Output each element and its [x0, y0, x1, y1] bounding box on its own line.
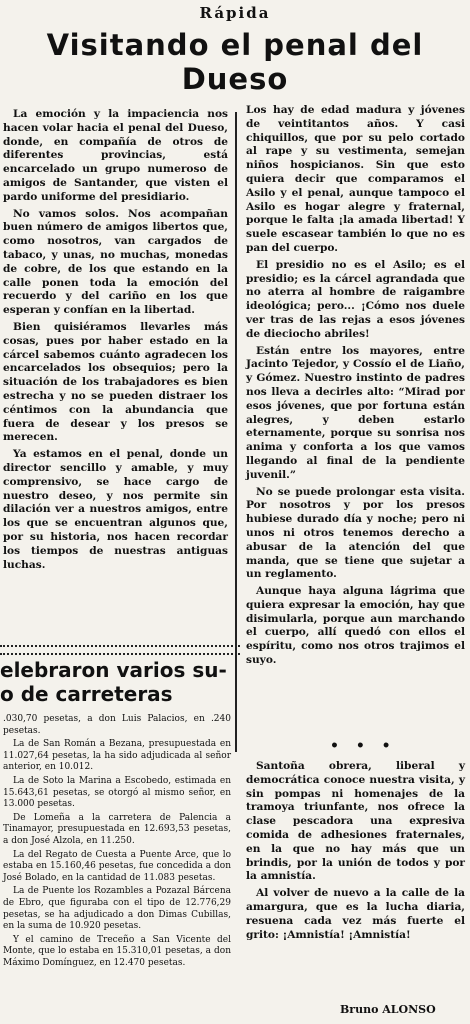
list-item: .030,70 pesetas, a don Luis Palacios, en .240 pesetas. [3, 714, 231, 736]
list-item: La de San Román a Bezana, presupuestada en 11.027,64 pesetas, la ha sido adjudicada al señor anterior, en 10.012. [3, 739, 231, 773]
list-item: La de Soto la Marina a Escobedo, estimada en 15.643,61 pesetas, se otorgó al mismo señor, en 13.000 pesetas. [3, 775, 231, 810]
article-paragraph: Aunque haya alguna lágrima que quiera expresar la emoción, hay que disimularla, porque aun marchando el cuerpo, allí quedó con ellos el espíritu, como nos otros trajimos el suyo. [246, 585, 465, 667]
article-paragraph: No se puede prolongar esta visita. Por nosotros y por los presos hubiese durado día y noche; pero ni unos ni otros tenemos derecho a abusar de la atención del que manda, que se tiene que sujetar a un reglamento. [246, 485, 465, 581]
headline-line-1: Visitando el penal del [46, 28, 424, 62]
list-item: La del Regato de Cuesta a Puente Arce, que lo estaba en 15.160,46 pesetas, fue concedida a don José Bolado, en la cantidad de 11.083 pesetas. [3, 849, 231, 883]
adjudications-list [3, 714, 231, 971]
headline [0, 28, 470, 96]
article-paragraph: Los hay de edad madura y jóvenes de veintitantos años. Y casi chiquillos, que por su pelo cortado al rape y su vestimenta, semejan niños hospicianos. Sin que esto quiera decir que comparamos el Asilo y el penal, aunque tampoco el Asilo es hogar alegre y fraternal, porque le falta ¡la amada libertad! Y suele escasear también lo que no es pan del cuerpo. [246, 104, 465, 254]
article-paragraph: Al volver de nuevo a la calle de la amargura, que es la lucha diaria, resuena cada vez más fuerte el grito: ¡Amnistía! ¡Amnistía! [246, 887, 465, 941]
subheadline-line-2: o de carreteras [0, 682, 173, 706]
headline-line-2: Dueso [181, 62, 289, 96]
list-item: La de Puente los Rozambles a Pozazal Bárcena de Ebro, que figuraba con el tipo de 12.776,29 pesetas, se ha adjudicado a don Dimas Cubillas, en la suma de 10.920 pesetas. [3, 886, 231, 932]
article-paragraph: No vamos solos. Nos acompañan buen número de amigos libertos que, como nosotros, van cargados de tabaco, y unas, no muchas, monedas de cobre, de los que estando en la calle ponen toda la emoción del recuerdo y del cariño en los que esperan y confían en la libertad. [3, 207, 228, 317]
list-item: De Lomeña a la carretera de Palencia a Tinamayor, presupuestada en 12.693,53 pesetas, a don José Alzola, en 11.250. [3, 812, 231, 846]
section-separator: • • • [330, 738, 397, 754]
article-paragraph: Ya estamos en el penal, donde un director sencillo y amable, y muy comprensivo, se hace cargo de nuestro deseo, y nos permite sin dilación ver a nuestros amigos, entre los que se encuentran algunos que, por su historia, nos hacen recordar los tiempos de nuestras antiguas luchas. [3, 448, 228, 571]
article-paragraph: La emoción y la impaciencia nos hacen volar hacia el penal del Dueso, donde, en compañía de otros de diferentes provincias, está encarcelado un grupo numeroso de amigos de Santander, que visten el pardo uniforme del presidiario. [3, 108, 228, 203]
author-signature: Bruno ALONSO [340, 1003, 436, 1016]
subheadline [0, 658, 240, 706]
column-divider [235, 112, 237, 752]
section-label: Rápida [199, 4, 271, 22]
subheadline-line-1: elebraron varios su- [0, 658, 227, 682]
article-paragraph: Santoña obrera, liberal y democrática conoce nuestra visita, y sin pompas ni homenajes de la tramoya triunfante, nos ofrece la clase pescadora una expresiva comida de adhesiones fraternales, en la que no hay más que un brindis, por la unión de todos y por la amnistía. [246, 760, 465, 883]
article-left-column [3, 108, 228, 575]
article-right-column [246, 104, 465, 671]
article-right-column-end [246, 760, 465, 945]
article-paragraph: Están entre los mayores, entre Jacinto Tejedor, y Cossío el de Liaño, y Gómez. Nuestro instinto de padres nos lleva a decirles alto: “Mirad por esos jóvenes, que por fortuna están alegres, y deben estarlo eternamente, porque su sonrisa nos anima y conforta a los que vamos llegando al final de la pendiente juvenil.” [246, 344, 465, 481]
dotted-rule [0, 645, 240, 655]
article-paragraph: Bien quisiéramos llevarles más cosas, pues por haber estado en la cárcel sabemos cuánto agradecen los encarcelados los obsequios; pero la situación de los trabajadores es bien estrecha y no se pueden distraer los céntimos con la abundancia que fuera de desear y los presos se merecen. [3, 320, 228, 444]
list-item: Y el camino de Treceño a San Vicente del Monte, que lo estaba en 15.310,01 pesetas, a don Máximo Domínguez, en 12.470 pesetas. [3, 934, 231, 968]
article-paragraph: El presidio no es el Asilo; es el presidio; es la cárcel agrandada que no aterra al hombre de raigambre ideológica; pero... ¡Cómo nos duele ver tras de las rejas a esos jóvenes de dieciocho abriles! [246, 258, 465, 340]
